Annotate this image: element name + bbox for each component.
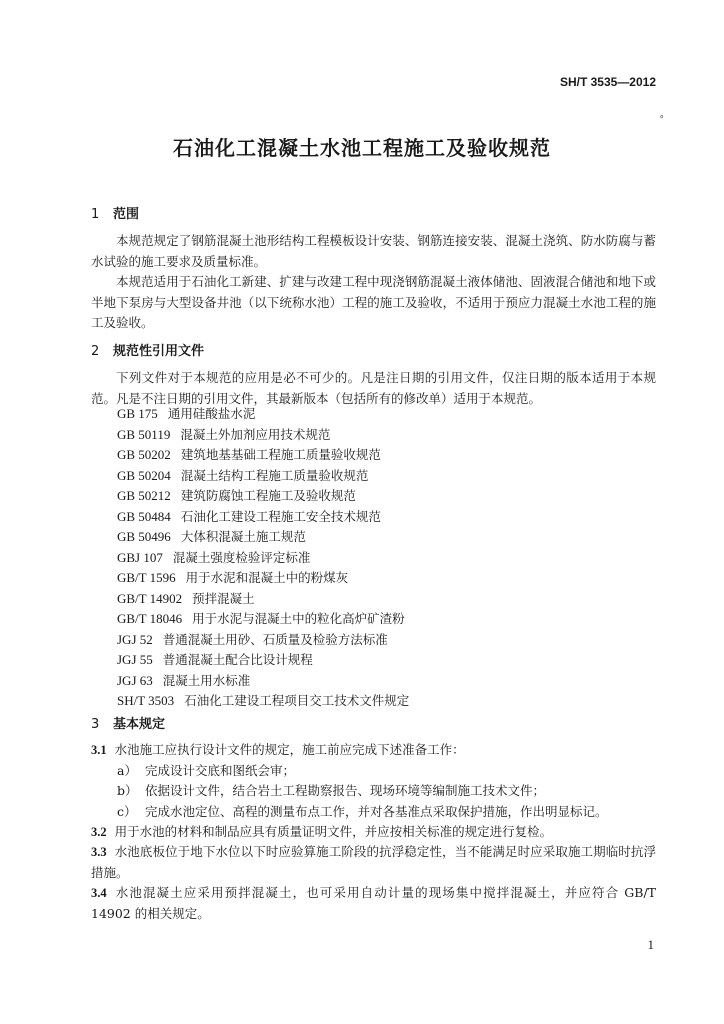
reference-code: GB 50484 [117, 508, 171, 524]
reference-title: 用于水泥与混凝土中的粒化高炉矿渣粉 [192, 611, 405, 626]
reference-item [117, 466, 409, 487]
clause-3-4 [91, 883, 656, 924]
section-1-paragraph-2: 本规范适用于石油化工新建、扩建与改建工程中现浇钢筋混凝土液体储池、固液混合储池和地下或半地下泵房与大型设备井池（以下统称水池）工程的施工及验收，不适用于预应力混凝土水池工程的施工及验收。 [91, 274, 656, 330]
reference-title: 通用硅酸盐水泥 [167, 406, 256, 421]
reference-title: 普通混凝土用砂、石质量及检验方法标准 [162, 631, 388, 647]
item-label: a） [117, 763, 137, 778]
section-1-paragraph-1: 本规范规定了钢筋混凝土池形结构工程模板设计安装、钢筋连接安装、混凝土浇筑、防水防腐与蓄水试验的施工要求及质量标准。 [91, 233, 656, 269]
reference-item [117, 568, 409, 589]
clause-text: 水池底板位于地下水位以下时应验算施工阶段的抗浮稳定性，当不能满足时应采取施工期临时抗浮措施。 [91, 844, 656, 880]
clause-item-c [117, 802, 608, 823]
clause-3-1 [91, 740, 656, 761]
section-1-number: 1 [91, 207, 100, 222]
clause-number: 3.1 [91, 743, 107, 757]
reference-item [117, 650, 409, 671]
reference-title: 预拌混凝土 [192, 590, 255, 606]
item-text: 完成设计交底和图纸会审； [145, 763, 296, 778]
reference-item [117, 404, 409, 425]
reference-item [117, 445, 409, 466]
clause-item-a [117, 761, 295, 782]
reference-code: JGJ 63 [117, 672, 153, 688]
reference-title: 建筑地基基础工程施工质量验收规范 [180, 447, 381, 462]
clause-number: 3.4 [91, 886, 107, 900]
reference-item [117, 548, 409, 569]
section-3-heading [91, 713, 165, 732]
reference-code: GB 50119 [117, 426, 171, 442]
reference-item [117, 630, 409, 651]
reference-title: 混凝土强度检验评定标准 [172, 549, 311, 565]
clause-text: 水池混凝土应采用预拌混凝土，也可采用自动计量的现场集中搅拌混凝土，并应符合 GB/T 14902 的相关规定。 [91, 885, 656, 921]
reference-code: GB 50204 [117, 467, 171, 483]
reference-code: GBJ 107 [117, 549, 163, 565]
section-2-title: 规范性引用文件 [113, 344, 205, 359]
reference-item [117, 589, 409, 610]
reference-title: 大体积混凝土施工规范 [180, 529, 306, 544]
page-number: 1 [647, 937, 654, 952]
reference-code: GB 50212 [117, 488, 171, 503]
section-3-number: 3 [91, 717, 100, 732]
reference-code: GB 50202 [117, 447, 171, 462]
reference-item [117, 486, 409, 507]
reference-title: 混凝土用水标准 [162, 672, 251, 688]
section-1-title: 范围 [113, 207, 140, 222]
reference-code: GB 175 [117, 406, 158, 421]
reference-code: JGJ 52 [117, 631, 153, 647]
item-text: 依据设计文件，结合岩土工程勘察报告、现场环境等编制施工技术文件； [145, 783, 546, 798]
clause-number: 3.2 [91, 825, 107, 839]
document-title: 石油化工混凝土水池工程施工及验收规范 [173, 136, 551, 160]
section-2-heading [91, 340, 204, 359]
reference-code: GB/T 18046 [117, 611, 183, 626]
reference-item [117, 527, 409, 548]
scan-mark: ° [659, 115, 664, 125]
reference-item [117, 507, 409, 528]
reference-title: 普通混凝土配合比设计规程 [162, 652, 313, 667]
item-label: b） [117, 783, 138, 798]
reference-code: SH/T 3503 [117, 693, 175, 708]
clause-text: 用于水池的材料和制品应具有质量证明文件，并应按相关标准的规定进行复检。 [114, 824, 553, 839]
standard-number: SH/T 3535—2012 [559, 75, 656, 89]
reference-item [117, 425, 409, 446]
clause-3-2 [91, 822, 656, 843]
reference-item [117, 671, 409, 692]
section-2-intro: 下列文件对于本规范的应用是必不可少的。凡是注日期的引用文件，仅注日期的版本适用于本规范。凡是不注日期的引用文件，其最新版本（包括所有的修改单）适用于本规范。 [91, 370, 656, 406]
item-label: c） [117, 804, 137, 819]
reference-code: GB/T 14902 [117, 590, 183, 606]
reference-title: 建筑防腐蚀工程施工及验收规范 [180, 488, 356, 503]
reference-title: 混凝土结构工程施工质量验收规范 [180, 467, 369, 483]
reference-title: 石油化工建设工程施工安全技术规范 [180, 508, 381, 524]
reference-item [117, 609, 409, 630]
section-3-title: 基本规定 [113, 717, 166, 732]
section-1-heading [91, 203, 139, 222]
reference-item [117, 691, 409, 712]
clause-number: 3.3 [91, 845, 107, 859]
reference-title: 混凝土外加剂应用技术规范 [180, 426, 331, 442]
clause-item-b [117, 781, 545, 802]
clause-text: 水池施工应执行设计文件的规定，施工前应完成下述准备工作： [114, 742, 465, 757]
reference-title: 石油化工建设工程项目交工技术文件规定 [184, 693, 410, 708]
reference-list [117, 404, 409, 712]
clause-3-3 [91, 842, 656, 883]
item-text: 完成水池定位、高程的测量布点工作，并对各基准点采取保护措施，作出明显标记。 [145, 804, 608, 819]
reference-code: GB/T 1596 [117, 570, 176, 585]
reference-title: 用于水泥和混凝土中的粉煤灰 [185, 570, 349, 585]
reference-code: GB 50496 [117, 529, 171, 544]
reference-code: JGJ 55 [117, 652, 153, 667]
section-2-number: 2 [91, 344, 100, 359]
